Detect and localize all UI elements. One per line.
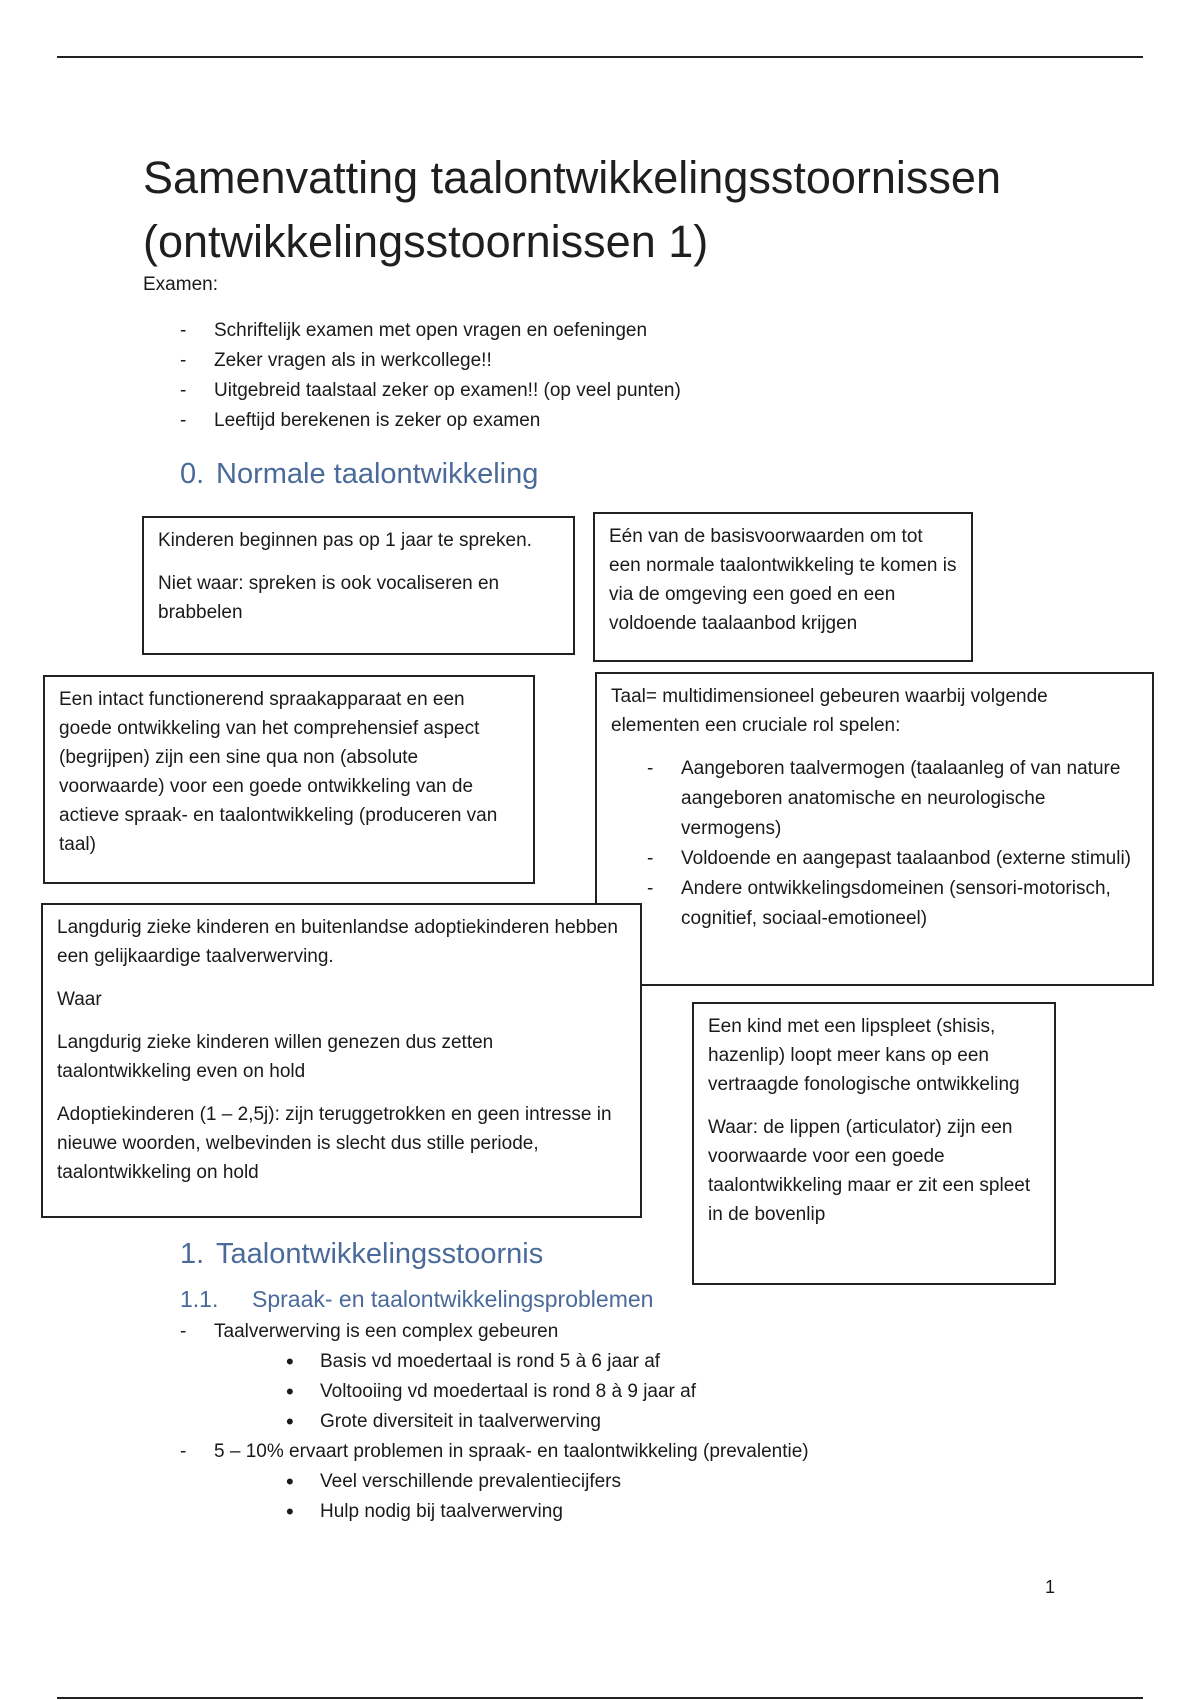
- document-title: Samenvatting taalontwikkelingsstoornissen (ontwikkelingsstoornissen 1): [143, 152, 1001, 267]
- exam-label: Examen:: [143, 274, 218, 295]
- statement-box-language-input: [593, 512, 973, 662]
- statement-box-language-definition: [595, 672, 1154, 986]
- statement-text: Kinderen beginnen pas op 1 jaar te spreken.: [158, 530, 532, 551]
- section-number: 0.: [180, 458, 205, 490]
- statement-box-start-speaking: [142, 516, 575, 655]
- page-number: 1: [1045, 1577, 1056, 1597]
- exam-item: - Schriftelijk examen met open vragen en oefeningen: [180, 316, 980, 346]
- list-item: - Aangeboren taalvermogen (taalaanleg of van nature aangeboren anatomische en neurologische vermogens): [647, 754, 1138, 844]
- section-title: Spraak- en taalontwikkelingsproblemen: [252, 1286, 654, 1312]
- statement-text: Langdurig zieke kinderen en buitenlandse adoptiekinderen hebben een gelijkaardige taalverwerving.: [57, 917, 618, 967]
- section-heading-0: [180, 458, 538, 491]
- list-item: [180, 1437, 1080, 1527]
- section-heading-1-1: [180, 1286, 653, 1313]
- exam-item: - Uitgebreid taalstaal zeker op examen!! (op veel punten): [180, 376, 980, 406]
- statement-box-cleft-lip: [692, 1002, 1056, 1285]
- statement-answer: Niet waar: spreken is ook vocaliseren en brabbelen: [158, 573, 500, 623]
- statement-explanation: Adoptiekinderen (1 – 2,5j): zijn teruggetrokken en geen intresse in nieuwe woorden, welbevinden is slecht dus stille periode, taalontwikkeling on hold: [57, 1104, 612, 1183]
- exam-item: - Zeker vragen als in werkcollege!!: [180, 346, 980, 376]
- list-item: [180, 1317, 1080, 1437]
- statement-answer: Waar: [57, 989, 102, 1010]
- statement-explanation: Langdurig zieke kinderen willen genezen dus zetten taalontwikkeling even on hold: [57, 1032, 494, 1082]
- list-item-text: 5 – 10% ervaart problemen in spraak- en taalontwikkeling (prevalentie): [214, 1441, 809, 1462]
- sub-list-item: • Basis vd moedertaal is rond 5 à 6 jaar af: [286, 1347, 1080, 1377]
- statement-text: Eén van de basisvoorwaarden om tot een normale taalontwikkeling te komen is via de omgeving een goed en een voldoende taalaanbod krijgen: [609, 526, 957, 634]
- sub-list-item: • Hulp nodig bij taalverwerving: [286, 1497, 1080, 1527]
- statement-text: Een intact functionerend spraakapparaat en een goede ontwikkeling van het comprehensief aspect (begrijpen) zijn een sine qua non (absolute voorwaarde) voor een goede ontwikkeling van de actieve spraak- en taalontwikkeling (produceren van taal): [59, 689, 498, 855]
- statement-answer: Waar: de lippen (articulator) zijn een voorwaarde voor een goede taalontwikkeling maar er zit een spleet in de bovenlip: [708, 1117, 1031, 1225]
- list-item: - Andere ontwikkelingsdomeinen (sensori-motorisch, cognitief, sociaal-emotioneel): [647, 874, 1138, 934]
- statement-box-adoption-children: [41, 903, 642, 1218]
- statement-text: Een kind met een lipspleet (shisis, hazenlip) loopt meer kans op een vertraagde fonologische ontwikkeling: [708, 1016, 1020, 1095]
- sub-list-item: • Voltooiing vd moedertaal is rond 8 à 9 jaar af: [286, 1377, 1080, 1407]
- sub-list: [286, 1467, 1080, 1527]
- list-item: - Voldoende en aangepast taalaanbod (externe stimuli): [647, 844, 1138, 874]
- statement-box-speech-apparatus: [43, 675, 535, 884]
- sub-list-item: • Veel verschillende prevalentiecijfers: [286, 1467, 1080, 1497]
- list-item-text: Taalverwerving is een complex gebeuren: [214, 1321, 559, 1342]
- footer-rule: [57, 1697, 1143, 1699]
- language-problems-list: [180, 1317, 1080, 1527]
- statement-text: Taal= multidimensioneel gebeuren waarbij volgende elementen een cruciale rol spelen:: [611, 686, 1048, 736]
- section-heading-1: [180, 1238, 543, 1271]
- header-rule: [57, 56, 1143, 58]
- section-number: 1.1.: [180, 1286, 219, 1312]
- exam-item: - Leeftijd berekenen is zeker op examen: [180, 406, 980, 436]
- sub-list-item: • Grote diversiteit in taalverwerving: [286, 1407, 1080, 1437]
- section-title: Taalontwikkelingsstoornis: [216, 1238, 544, 1270]
- section-number: 1.: [180, 1238, 205, 1270]
- exam-list: [180, 316, 980, 436]
- section-title: Normale taalontwikkeling: [216, 458, 539, 490]
- language-elements-list: [647, 754, 1138, 934]
- sub-list: [286, 1347, 1080, 1437]
